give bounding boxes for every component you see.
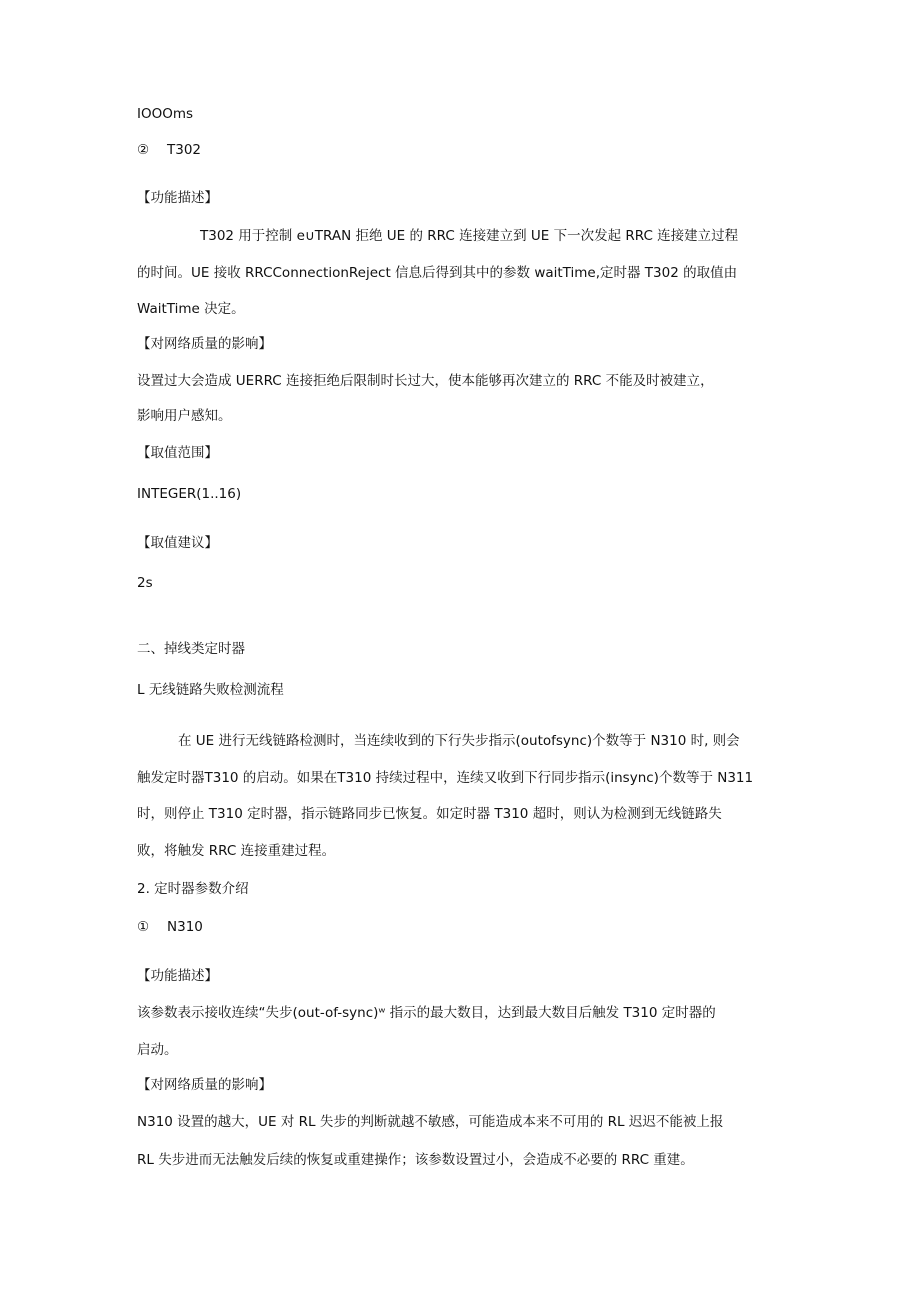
- range-heading: 【取值范围】: [137, 445, 218, 461]
- t302-impact-line: 影响用户感知。: [137, 408, 232, 424]
- circled-number: ①: [137, 919, 150, 935]
- t302-desc-line: T302 用于控制 e∪TRAN 拒绝 UE 的 RRC 连接建立到 UE 下一次发起 RRC 连接建立过程: [200, 228, 739, 244]
- t302-heading: [137, 141, 201, 159]
- impact-heading: 【对网络质量的影响】: [137, 1077, 272, 1093]
- n310-desc-line: 该参数表示接收连续“失步(out-of-sync)ʷ 指示的最大数目，达到最大数目后触发 T310 定时器的: [137, 1005, 716, 1021]
- n310-desc-line: 启动。: [137, 1042, 178, 1058]
- suggest-heading: 【取值建议】: [137, 535, 218, 551]
- timer-value-text: IOOOms: [137, 106, 194, 122]
- subsection-heading: L 无线链路失败检测流程: [137, 682, 284, 698]
- rlf-paragraph-line: 在 UE 进行无线链路检测时，当连续收到的下行失步指示(outofsync)个数等于 N310 时, 则会: [178, 733, 740, 749]
- circled-number: ②: [137, 142, 150, 158]
- n310-heading: [137, 918, 203, 936]
- section-heading: 二、掉线类定时器: [137, 641, 245, 657]
- function-heading: 【功能描述】: [137, 190, 218, 206]
- rlf-paragraph-line: 触发定时器T310 的启动。如果在T310 持续过程中，连续又收到下行同步指示(insync)个数等于 N311: [137, 770, 754, 786]
- rlf-paragraph-line: 时，则停止 T310 定时器，指示链路同步已恢复。如定时器 T310 超时，则认为检测到无线链路失: [137, 806, 722, 822]
- impact-heading: 【对网络质量的影响】: [137, 336, 272, 352]
- n310-impact-line: RL 失步进而无法触发后续的恢复或重建操作；该参数设置过小，会造成不必要的 RRC 重建。: [137, 1152, 694, 1168]
- range-value: INTEGER(1..16): [137, 486, 242, 502]
- suggest-value: 2s: [137, 575, 153, 591]
- t302-desc-line: WaitTime 决定。: [137, 301, 245, 317]
- t302-desc-line: 的时间。UE 接收 RRCConnectionReject 信息后得到其中的参数 waitTime,定时器 T302 的取值由: [137, 265, 738, 281]
- function-heading: 【功能描述】: [137, 968, 218, 984]
- subsection-heading: 2. 定时器参数介绍: [137, 881, 249, 897]
- n310-label: N310: [167, 919, 203, 935]
- rlf-paragraph-line: 败，将触发 RRC 连接重建过程。: [137, 843, 336, 859]
- t302-label: T302: [167, 142, 202, 158]
- t302-impact-line: 设置过大会造成 UERRC 连接拒绝后限制时长过大，使本能够再次建立的 RRC 不能及时被建立，: [137, 373, 714, 389]
- n310-impact-line: N310 设置的越大，UE 对 RL 失步的判断就越不敏感，可能造成本来不可用的 RL 迟迟不能被上报: [137, 1114, 724, 1130]
